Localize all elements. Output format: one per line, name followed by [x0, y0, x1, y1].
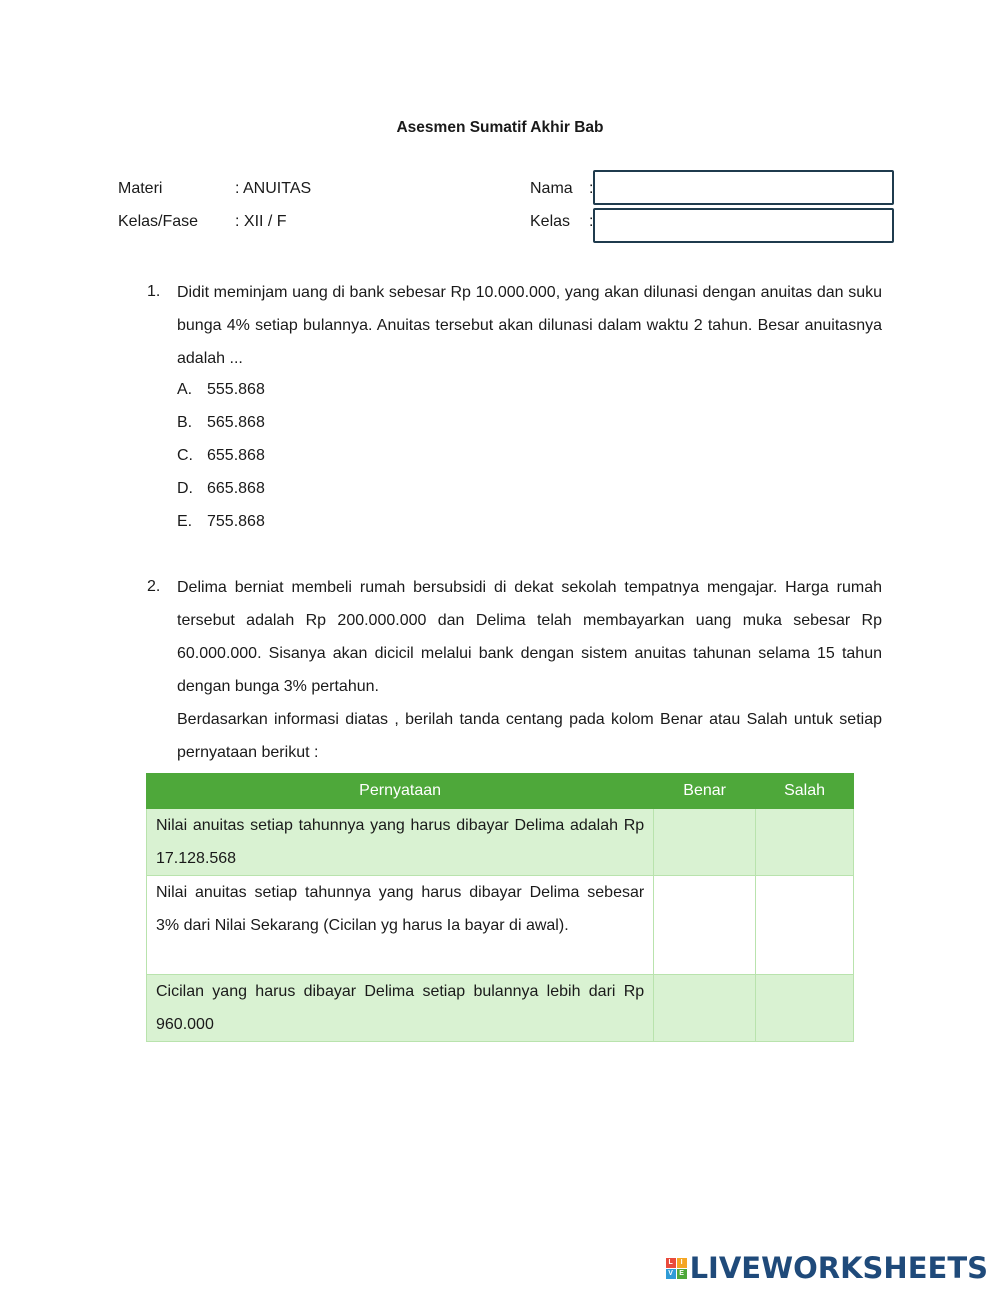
option-letter: C.	[177, 447, 193, 464]
kelas-input[interactable]	[593, 208, 894, 243]
header-salah: Salah	[756, 774, 854, 809]
nama-colon: :	[589, 180, 594, 197]
table-row	[147, 876, 854, 975]
liveworksheets-logo	[666, 1252, 988, 1284]
question-1-number: 1.	[147, 283, 161, 300]
kelasfase-label: Kelas/Fase	[118, 213, 199, 230]
salah-cell-1[interactable]	[756, 809, 854, 876]
header-benar: Benar	[654, 774, 756, 809]
statement-3: Cicilan yang harus dibayar Delima setiap bulannya lebih dari Rp 960.000	[147, 975, 654, 1042]
option-b[interactable]	[177, 414, 265, 432]
statement-1: Nilai anuitas setiap tahunnya yang harus dibayar Delima adalah Rp 17.128.568	[147, 809, 654, 876]
salah-cell-3[interactable]	[756, 975, 854, 1042]
logo-block: E	[677, 1269, 687, 1279]
kelasfase-value: : XII / F	[235, 213, 287, 230]
kelas-colon: :	[589, 213, 594, 230]
statement-table	[146, 773, 854, 1042]
option-d[interactable]	[177, 480, 265, 498]
kelas-label: Kelas	[530, 213, 571, 230]
materi-label: Materi	[118, 180, 163, 197]
benar-cell-1[interactable]	[654, 809, 756, 876]
page-title: Asesmen Sumatif Akhir Bab	[396, 119, 604, 136]
statement-2: Nilai anuitas setiap tahunnya yang harus dibayar Delima sebesar 3% dari Nilai Sekarang (Cicilan yg harus Ia bayar di awal).	[147, 876, 654, 975]
question-2-instruction: Berdasarkan informasi diatas , berilah tanda centang pada kolom Benar atau Salah untuk setiap pernyataan berikut :	[177, 711, 882, 761]
table-row	[147, 809, 854, 876]
materi-value: : ANUITAS	[235, 180, 312, 197]
option-value: 655.868	[207, 447, 265, 464]
nama-label: Nama	[530, 180, 573, 197]
logo-mark-icon	[666, 1258, 687, 1279]
benar-cell-2[interactable]	[654, 876, 756, 975]
option-value: 555.868	[207, 381, 265, 398]
option-c[interactable]	[177, 447, 265, 465]
nama-input[interactable]	[593, 170, 894, 205]
table-header-row	[147, 774, 854, 809]
option-a[interactable]	[177, 381, 265, 399]
question-1-text: Didit meminjam uang di bank sebesar Rp 10.000.000, yang akan dilunasi dengan anuitas dan suku bunga 4% setiap bulannya. Anuitas tersebut akan dilunasi dalam waktu 2 tahun. Besar anuitasnya adalah ...	[177, 284, 882, 367]
option-letter: B.	[177, 414, 193, 431]
logo-block: I	[677, 1258, 687, 1268]
option-value: 665.868	[207, 480, 265, 497]
logo-text: LIVEWORKSHEETS	[689, 1251, 988, 1285]
option-letter: D.	[177, 480, 193, 497]
option-value: 565.868	[207, 414, 265, 431]
question-2-number: 2.	[147, 578, 161, 595]
option-letter: E.	[177, 513, 193, 530]
table-row	[147, 975, 854, 1042]
option-e[interactable]	[177, 513, 265, 531]
question-2-text: Delima berniat membeli rumah bersubsidi di dekat sekolah tempatnya mengajar. Harga rumah tersebut adalah Rp 200.000.000 dan Delima telah membayarkan uang muka sebesar Rp 60.000.000. Sisanya akan dicicil melalui bank dengan sistem anuitas tahunan selama 15 tahun dengan bunga 3% pertahun.	[177, 579, 882, 695]
salah-cell-2[interactable]	[756, 876, 854, 975]
benar-cell-3[interactable]	[654, 975, 756, 1042]
logo-block: V	[666, 1269, 676, 1279]
option-letter: A.	[177, 381, 193, 398]
option-value: 755.868	[207, 513, 265, 530]
logo-block: L	[666, 1258, 676, 1268]
header-pernyataan: Pernyataan	[147, 774, 654, 809]
